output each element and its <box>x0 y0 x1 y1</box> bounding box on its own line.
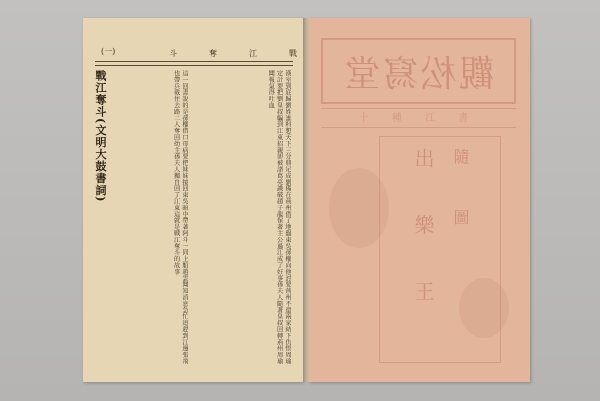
right-page-cover-back <box>309 18 530 382</box>
bleed-through-column: 出 樂 王 <box>411 148 435 321</box>
body-text-column: 漢室到底歸劉姓誰料想天下三分鼎足成劉備在荊州借了地盤東吳孫權向他討要荊州不還兩家結下仇恨周瑜定計要把劉皇叔騙到江東招親卻被諸葛亮識破趙子龍保著主公過江成了好事孫夫人隨著皇叔回轉荊州周瑜聞報氣得吐血 <box>267 70 291 365</box>
running-title-char: 斗 <box>169 49 177 58</box>
chapter-title: 戰江奪斗(文明大鼓書詞) <box>94 70 107 203</box>
running-title <box>169 48 297 59</box>
bleed-through-frame <box>379 136 501 363</box>
bleed-through-strip: 十 種 江 書 <box>321 108 516 128</box>
header-rule <box>95 65 293 66</box>
running-title-char: 江 <box>249 49 257 58</box>
body-text-column: 這一回書說的是孫權借口母病要把妹妹接回東吳暗中帶著阿斗一同上船趙雲聞知消息急忙追趕到江邊張飛也帶兵截住去路二人奪回幼主孫夫人獨自回了江東這就是戰江奪斗的故事 <box>172 70 188 365</box>
running-title-char: 奪 <box>209 49 217 58</box>
left-page <box>83 18 303 382</box>
bleed-through-banner: 觀松寫堂 <box>321 38 516 104</box>
running-title-char: 戰 <box>289 49 297 58</box>
bleed-through-column: 隨 圖 <box>451 148 470 246</box>
page-number: (一) <box>101 47 116 56</box>
header-rule <box>95 61 293 62</box>
